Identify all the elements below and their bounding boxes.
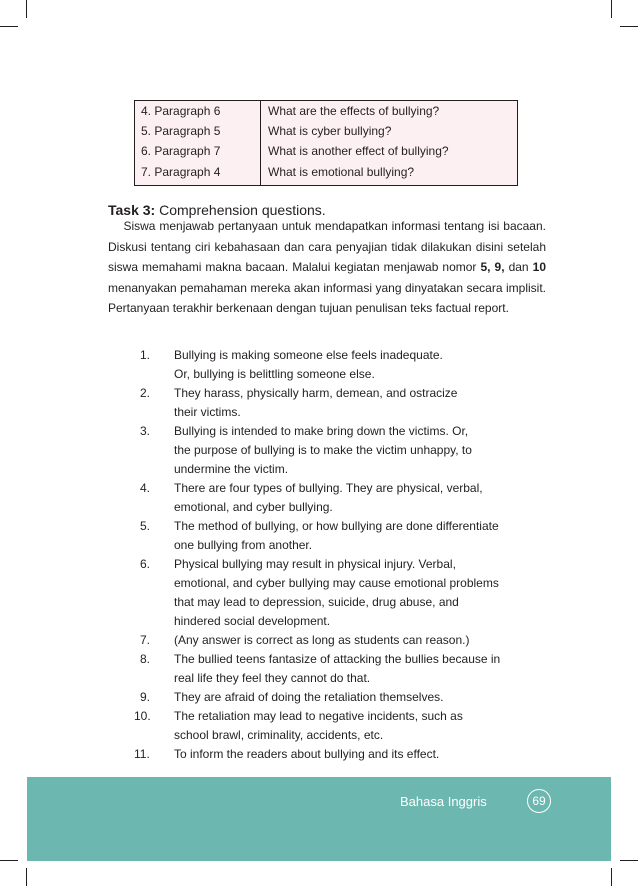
page-number: 69 bbox=[527, 789, 551, 813]
item-text: The bullied teens fantasize of attacking the bullies because in real life they feel they cannot do that. bbox=[174, 652, 501, 685]
item-text: To inform the readers about bullying and its effect. bbox=[174, 747, 440, 761]
list-item bbox=[128, 707, 548, 745]
question-cell: What is emotional bullying? bbox=[268, 165, 415, 179]
table-row bbox=[135, 162, 517, 182]
table-row bbox=[135, 141, 517, 161]
paragraph-cell: 6. Paragraph 7 bbox=[141, 144, 221, 158]
intro-paragraph bbox=[108, 216, 546, 319]
list-item bbox=[128, 479, 548, 517]
item-text: The method of bullying, or how bullying are done differentiate one bullying from another. bbox=[174, 519, 499, 552]
list-item bbox=[128, 422, 548, 479]
book-title: Bahasa Inggris bbox=[400, 794, 487, 809]
intro-text-3: menanyakan pemahaman mereka akan informasi yang dinyatakan secara implisit. Pertanyaan terakhir berkenaan dengan tujuan penulisan teks factual report. bbox=[108, 280, 546, 315]
crop-mark bbox=[620, 860, 638, 861]
list-item bbox=[128, 517, 548, 555]
item-number: 9. bbox=[140, 690, 151, 704]
list-item bbox=[128, 631, 548, 650]
item-number: 2. bbox=[140, 386, 151, 400]
crop-mark bbox=[611, 0, 612, 18]
item-text: Physical bullying may result in physical injury. Verbal, emotional, and cyber bullying may cause emotional problems that may lead to depression, suicide, drug abuse, and hindered social development. bbox=[174, 557, 499, 628]
crop-mark bbox=[26, 868, 27, 886]
item-text: Bullying is making someone else feels inadequate. Or, bullying is belittling someone else. bbox=[174, 348, 443, 381]
question-cell: What are the effects of bullying? bbox=[268, 104, 440, 118]
item-number: 8. bbox=[140, 652, 151, 666]
item-text: The retaliation may lead to negative incidents, such as school brawl, criminality, accidents, etc. bbox=[174, 709, 463, 742]
item-text: (Any answer is correct as long as students can reason.) bbox=[174, 633, 470, 647]
list-item bbox=[128, 555, 548, 631]
paragraph-question-table bbox=[134, 100, 518, 186]
item-text: Bullying is intended to make bring down the victims. Or, the purpose of bullying is to make the victim unhappy, to undermine the victim. bbox=[174, 424, 472, 476]
table-row bbox=[135, 101, 517, 121]
list-item bbox=[128, 650, 548, 688]
answer-list bbox=[128, 346, 548, 764]
paragraph-cell: 5. Paragraph 5 bbox=[141, 124, 221, 138]
intro-text-1: Siswa menjawab pertanyaan untuk mendapatkan informasi tentang isi bacaan. Diskusi tentang ciri kebahasaan dan cara penyajian tidak dilakukan disini setelah siswa memahami makna bacaan. Malalui kegiatan menjawab nomor bbox=[108, 219, 546, 274]
question-cell: What is cyber bullying? bbox=[268, 124, 392, 138]
table-row bbox=[135, 121, 517, 141]
item-number: 3. bbox=[140, 424, 151, 438]
list-item bbox=[128, 384, 548, 422]
paragraph-cell: 7. Paragraph 4 bbox=[141, 165, 221, 179]
crop-mark bbox=[0, 860, 18, 861]
task-label: Task 3: bbox=[108, 202, 156, 218]
intro-text-2: dan bbox=[504, 260, 533, 274]
list-item bbox=[128, 346, 548, 384]
item-number: 10. bbox=[134, 709, 151, 723]
crop-mark bbox=[26, 0, 27, 18]
question-cell: What is another effect of bullying? bbox=[268, 144, 449, 158]
item-number: 7. bbox=[140, 633, 151, 647]
task-title: Comprehension questions. bbox=[159, 202, 326, 218]
item-number: 6. bbox=[140, 557, 151, 571]
item-number: 1. bbox=[140, 348, 151, 362]
item-text: They harass, physically harm, demean, and ostracize their victims. bbox=[174, 386, 458, 419]
paragraph-cell: 4. Paragraph 6 bbox=[141, 104, 221, 118]
crop-mark bbox=[0, 26, 18, 27]
item-number: 5. bbox=[140, 519, 151, 533]
item-number: 4. bbox=[140, 481, 151, 495]
list-item bbox=[128, 688, 548, 707]
intro-bold-numbers: 5, 9, bbox=[480, 260, 505, 274]
intro-bold-ten: 10 bbox=[532, 260, 546, 274]
crop-mark bbox=[620, 26, 638, 27]
item-number: 11. bbox=[134, 747, 150, 761]
item-text: They are afraid of doing the retaliation themselves. bbox=[174, 690, 444, 704]
item-text: There are four types of bullying. They are physical, verbal, emotional, and cyber bullying. bbox=[174, 481, 483, 514]
crop-mark bbox=[611, 868, 612, 886]
footer-band bbox=[27, 777, 611, 861]
list-item bbox=[128, 745, 548, 764]
